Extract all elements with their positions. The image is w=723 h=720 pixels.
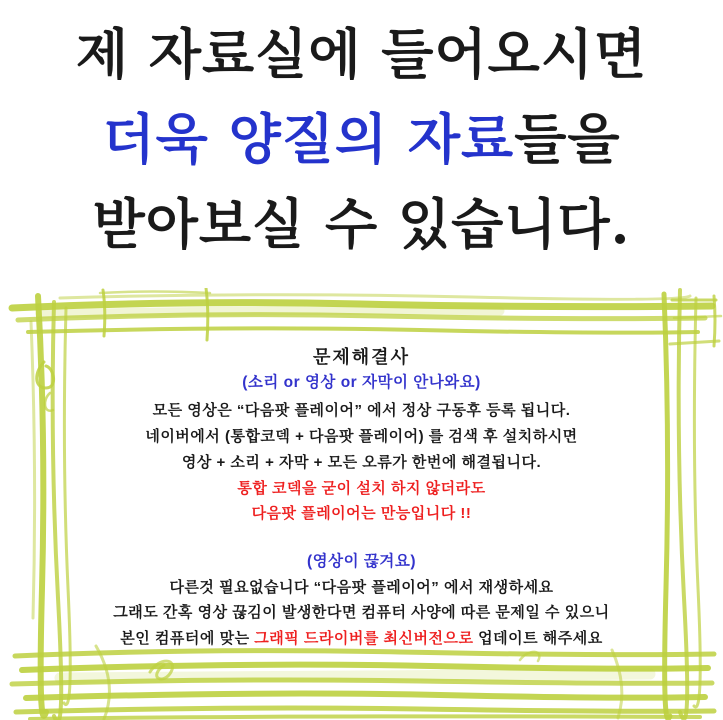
body-line-red-emphasis: 그래픽 드라이버를 최신버전으로 xyxy=(254,630,474,647)
section-audio-heading: (소리 or 영상 or 자막이 안나와요) xyxy=(242,374,481,391)
body-line: 그래도 간혹 영상 끊김이 발생한다면 컴퓨터 사양에 따른 문제일 수 있으니 xyxy=(113,604,610,621)
headline-line-2-black: 들을 xyxy=(514,107,621,171)
body-line: 모든 영상은 “다음팟 플레이어” 에서 정상 구동후 등록 됩니다. xyxy=(152,402,571,419)
body-line: 네이버에서 (통합코덱 + 다음팟 플레이어) 를 검색 후 설치하시면 xyxy=(145,428,578,445)
alert-line: 다음팟 플레이어는 만능입니다 !! xyxy=(251,505,472,522)
body-line-suffix: 업데이트 해주세요 xyxy=(473,630,603,647)
headline-line-1: 제 자료실에 들어오시면 xyxy=(75,22,648,86)
body-line-mixed xyxy=(0,627,723,648)
headline-line-2 xyxy=(0,107,723,172)
section-buffering-heading: (영상이 끊겨요) xyxy=(307,553,416,570)
alert-line: 통합 코덱을 굳이 설치 하지 않더라도 xyxy=(237,480,486,497)
body-line: 다른것 필요없습니다 “다음팟 플레이어” 에서 재생하세요 xyxy=(169,579,554,596)
headline-line-3: 받아보실 수 있습니다. xyxy=(92,192,631,256)
body-line-prefix: 본인 컴퓨터에 맞는 xyxy=(120,630,255,647)
body-line: 영상 + 소리 + 자막 + 모든 오류가 한번에 해결됩니다. xyxy=(181,454,542,471)
headline-line-2-blue: 더욱 양질의 자료 xyxy=(102,107,515,171)
box-title: 문제해결사 xyxy=(313,347,410,367)
